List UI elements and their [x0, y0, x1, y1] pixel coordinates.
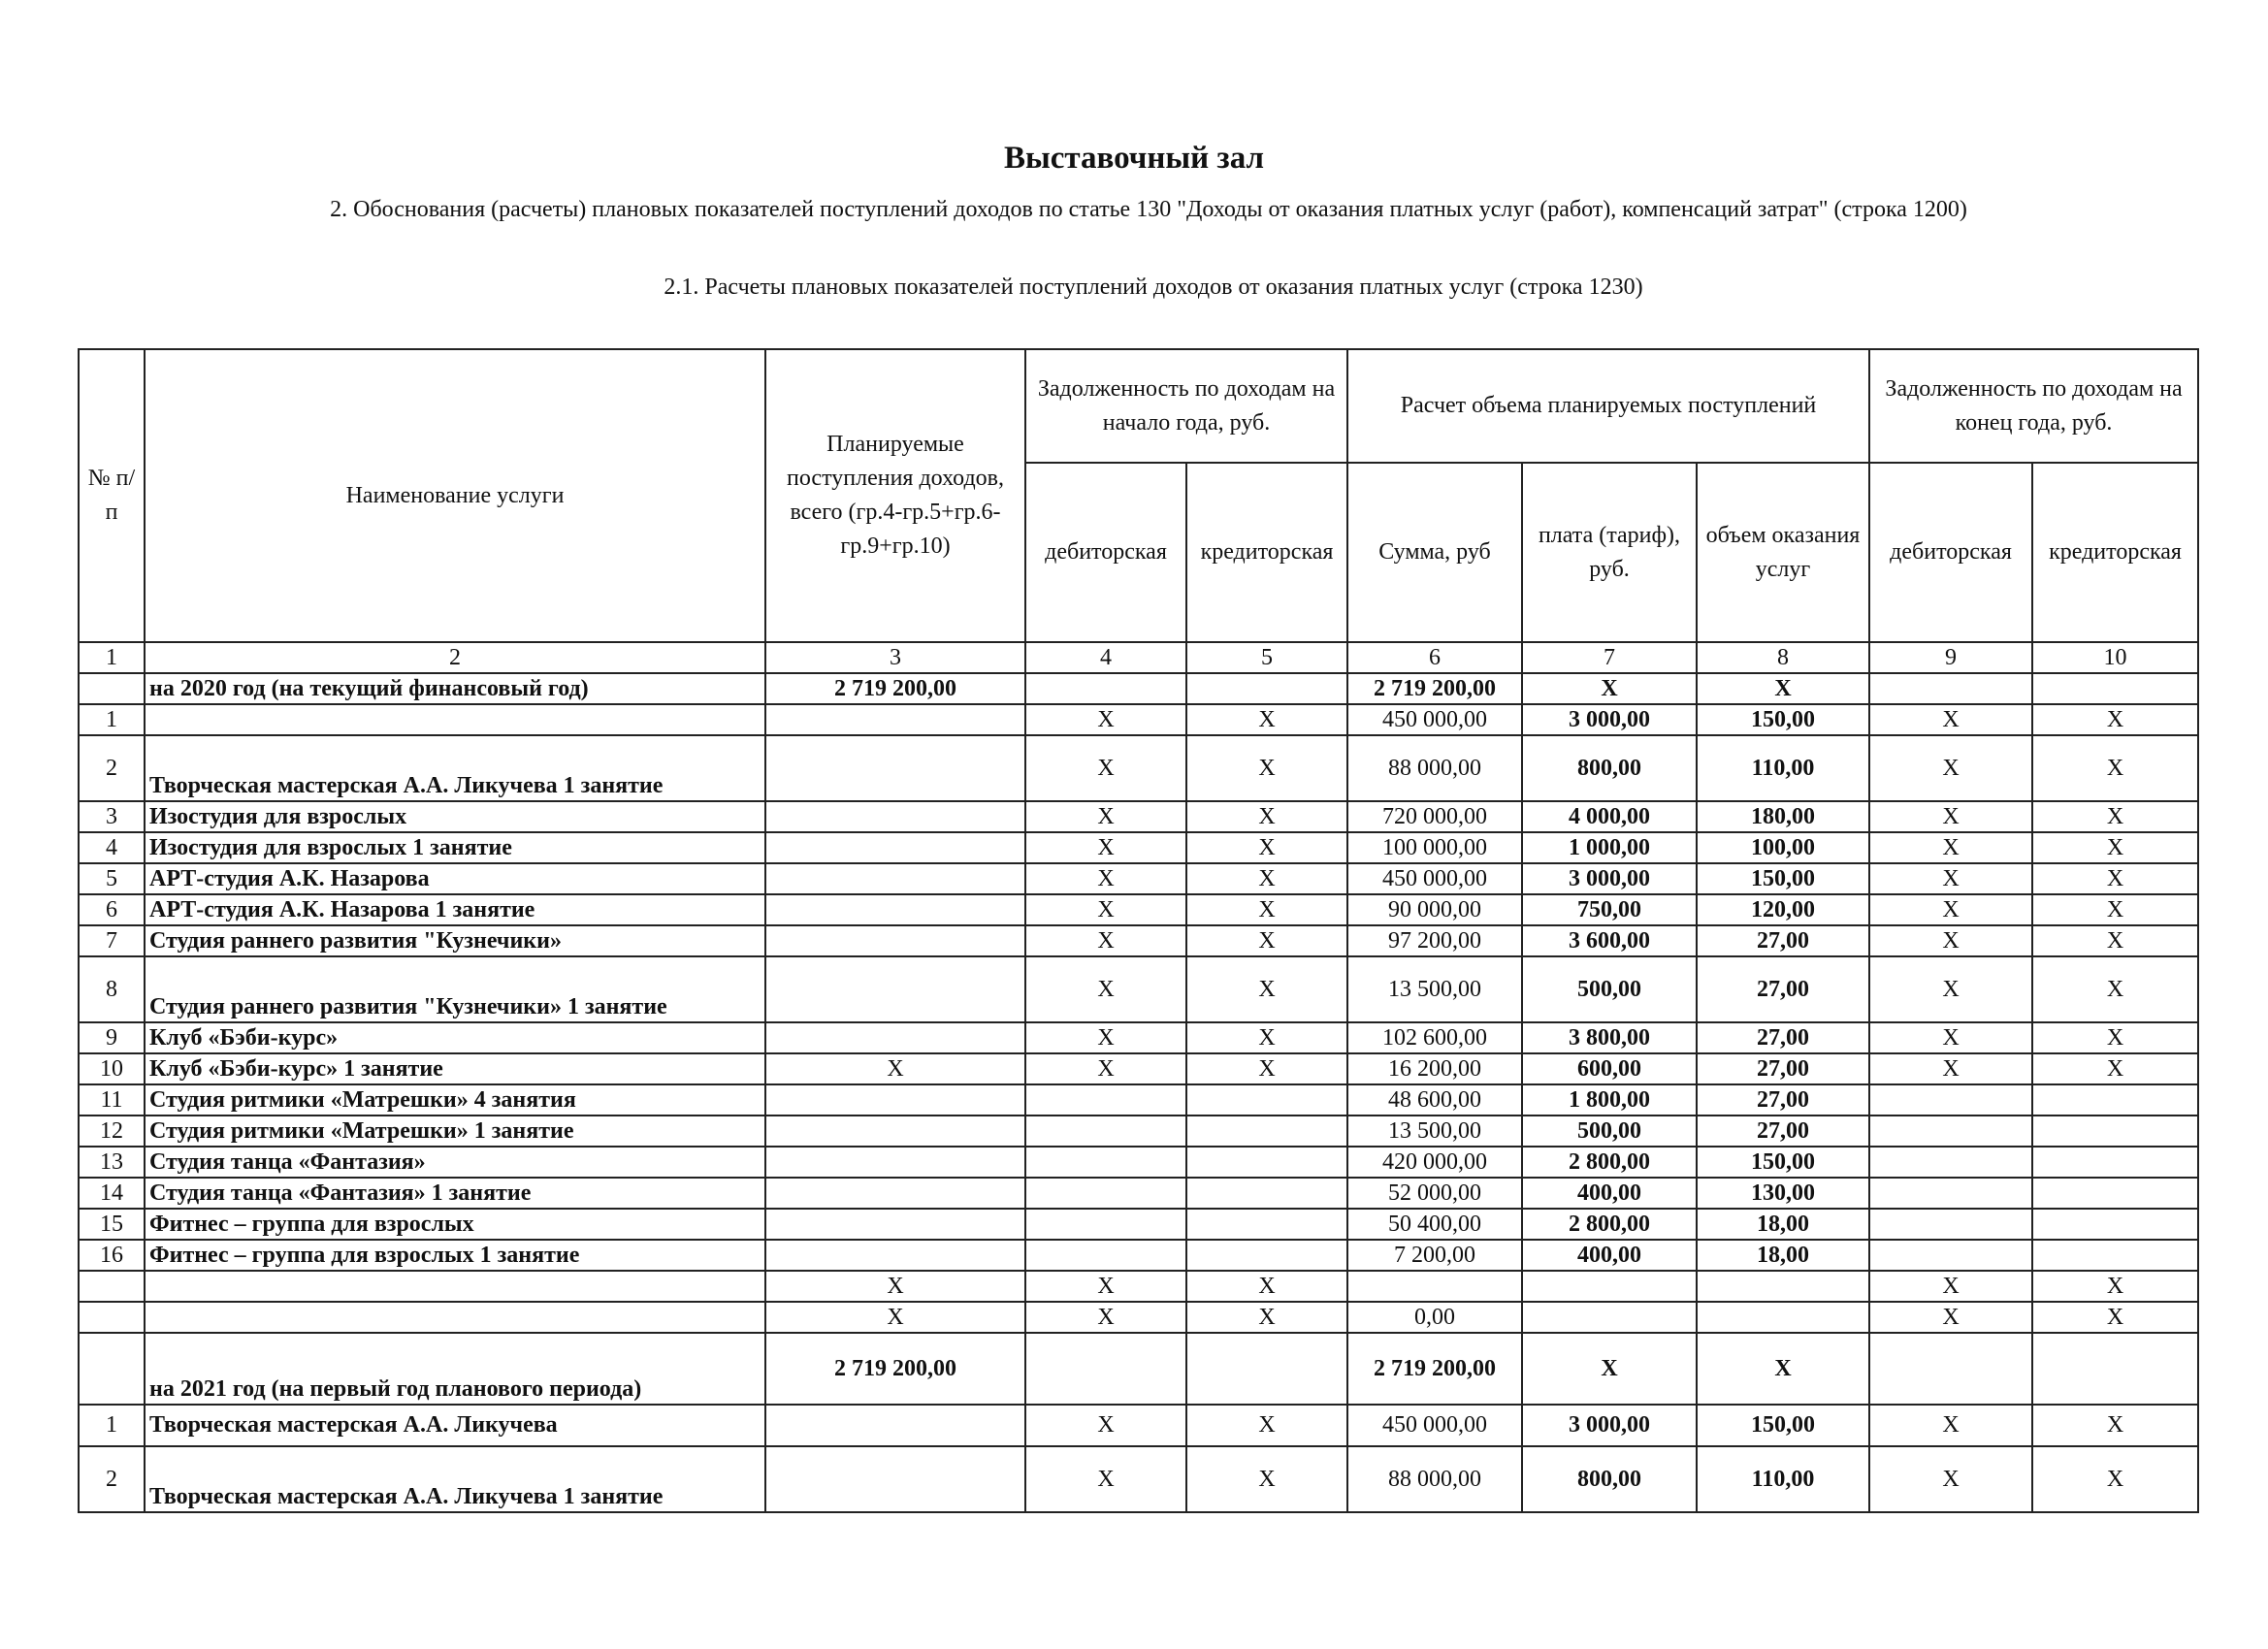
- cell-credit-end: X: [2032, 894, 2198, 925]
- column-number: 1: [79, 642, 145, 673]
- cell-credit-end: X: [2032, 1022, 2198, 1053]
- cell-credit-end: [2032, 1178, 2198, 1209]
- cell-debit-end: X: [1869, 735, 2032, 801]
- table-row: [79, 956, 2198, 1022]
- header-row-top: [79, 349, 2198, 463]
- cell-num: 3: [79, 801, 145, 832]
- cell-credit-start: X: [1186, 1405, 1347, 1446]
- cell-planned: [765, 894, 1025, 925]
- cell-num: [79, 673, 145, 704]
- cell-debit-end: X: [1869, 832, 2032, 863]
- cell-planned: [765, 1178, 1025, 1209]
- cell-tariff: X: [1522, 673, 1697, 704]
- table-row: [79, 704, 2198, 735]
- table-row: [79, 1147, 2198, 1178]
- cell-debit-end: X: [1869, 704, 2032, 735]
- cell-planned: [765, 801, 1025, 832]
- cell-planned: [765, 956, 1025, 1022]
- header-debt-end: Задолженность по доходам на конец года, руб.: [1869, 349, 2198, 463]
- cell-debit-start: X: [1025, 956, 1186, 1022]
- cell-tariff: 3 600,00: [1522, 925, 1697, 956]
- cell-credit-start: X: [1186, 801, 1347, 832]
- column-number: 7: [1522, 642, 1697, 673]
- cell-debit-start: X: [1025, 1053, 1186, 1084]
- column-number-row: [79, 642, 2198, 673]
- cell-num: 4: [79, 832, 145, 863]
- cell-service-name: Студия танца «Фантазия»: [145, 1147, 765, 1178]
- cell-num: 9: [79, 1022, 145, 1053]
- income-calculation-table: [78, 348, 2199, 1513]
- column-number: 5: [1186, 642, 1347, 673]
- cell-service-name: на 2021 год (на первый год планового периода): [145, 1333, 765, 1405]
- cell-debit-end: X: [1869, 956, 2032, 1022]
- cell-service-name: Изостудия для взрослых 1 занятие: [145, 832, 765, 863]
- document-title: Выставочный зал: [1004, 141, 1264, 176]
- cell-volume: 110,00: [1697, 1446, 1869, 1512]
- cell-credit-start: [1186, 1116, 1347, 1147]
- cell-num: 11: [79, 1084, 145, 1116]
- cell-debit-end: [1869, 1084, 2032, 1116]
- table-row: [79, 1446, 2198, 1512]
- table-row: [79, 925, 2198, 956]
- cell-tariff: 1 000,00: [1522, 832, 1697, 863]
- cell-volume: 110,00: [1697, 735, 1869, 801]
- column-number: 3: [765, 642, 1025, 673]
- cell-tariff: X: [1522, 1333, 1697, 1405]
- cell-planned: [765, 1405, 1025, 1446]
- cell-num: 2: [79, 1446, 145, 1512]
- cell-planned: [765, 1084, 1025, 1116]
- cell-planned: X: [765, 1053, 1025, 1084]
- cell-sum: 88 000,00: [1347, 1446, 1522, 1512]
- cell-num: 2: [79, 735, 145, 801]
- table-row: [79, 1302, 2198, 1333]
- cell-debit-start: [1025, 1116, 1186, 1147]
- cell-debit-start: [1025, 673, 1186, 704]
- cell-sum: 97 200,00: [1347, 925, 1522, 956]
- cell-debit-end: [1869, 1178, 2032, 1209]
- column-number: 6: [1347, 642, 1522, 673]
- cell-service-name: на 2020 год (на текущий финансовый год): [145, 673, 765, 704]
- header-calc: Расчет объема планируемых поступлений: [1347, 349, 1869, 463]
- cell-sum: 16 200,00: [1347, 1053, 1522, 1084]
- cell-credit-start: [1186, 1178, 1347, 1209]
- cell-credit-end: X: [2032, 832, 2198, 863]
- cell-sum: 52 000,00: [1347, 1178, 1522, 1209]
- cell-debit-end: X: [1869, 1022, 2032, 1053]
- cell-volume: [1697, 1271, 1869, 1302]
- cell-volume: 27,00: [1697, 1084, 1869, 1116]
- cell-credit-start: X: [1186, 894, 1347, 925]
- cell-credit-end: [2032, 1333, 2198, 1405]
- cell-service-name: Студия ритмики «Матрешки» 4 занятия: [145, 1084, 765, 1116]
- cell-planned: [765, 735, 1025, 801]
- cell-debit-end: X: [1869, 1302, 2032, 1333]
- cell-service-name: Студия ритмики «Матрешки» 1 занятие: [145, 1116, 765, 1147]
- cell-credit-end: X: [2032, 1446, 2198, 1512]
- cell-service-name: Фитнес – группа для взрослых: [145, 1209, 765, 1240]
- cell-sum: 102 600,00: [1347, 1022, 1522, 1053]
- cell-tariff: 3 000,00: [1522, 863, 1697, 894]
- cell-volume: 27,00: [1697, 1053, 1869, 1084]
- cell-tariff: 2 800,00: [1522, 1147, 1697, 1178]
- cell-sum: 2 719 200,00: [1347, 1333, 1522, 1405]
- cell-planned: [765, 1022, 1025, 1053]
- table-row: [79, 1084, 2198, 1116]
- cell-sum: 0,00: [1347, 1302, 1522, 1333]
- cell-tariff: 800,00: [1522, 735, 1697, 801]
- year-summary-row: [79, 1333, 2198, 1405]
- cell-service-name: Клуб «Бэби-курс» 1 занятие: [145, 1053, 765, 1084]
- cell-debit-end: [1869, 1240, 2032, 1271]
- cell-planned: X: [765, 1271, 1025, 1302]
- cell-credit-start: X: [1186, 925, 1347, 956]
- cell-credit-end: [2032, 1084, 2198, 1116]
- cell-debit-start: X: [1025, 832, 1186, 863]
- cell-sum: 88 000,00: [1347, 735, 1522, 801]
- cell-volume: 180,00: [1697, 801, 1869, 832]
- cell-tariff: 400,00: [1522, 1178, 1697, 1209]
- table-row: [79, 1271, 2198, 1302]
- cell-num: 10: [79, 1053, 145, 1084]
- cell-credit-start: X: [1186, 1271, 1347, 1302]
- cell-num: 12: [79, 1116, 145, 1147]
- cell-planned: [765, 1446, 1025, 1512]
- cell-volume: 150,00: [1697, 1147, 1869, 1178]
- cell-credit-start: [1186, 1209, 1347, 1240]
- cell-planned: [765, 832, 1025, 863]
- cell-service-name: Фитнес – группа для взрослых 1 занятие: [145, 1240, 765, 1271]
- cell-num: [79, 1271, 145, 1302]
- cell-debit-start: X: [1025, 801, 1186, 832]
- header-name: Наименование услуги: [145, 349, 765, 642]
- cell-debit-start: X: [1025, 925, 1186, 956]
- section-subtitle: 2.1. Расчеты плановых показателей поступлений доходов от оказания платных услуг (строка 1230): [664, 275, 1643, 300]
- cell-credit-start: X: [1186, 704, 1347, 735]
- cell-tariff: [1522, 1271, 1697, 1302]
- cell-debit-end: [1869, 673, 2032, 704]
- cell-sum: 90 000,00: [1347, 894, 1522, 925]
- cell-debit-start: X: [1025, 1302, 1186, 1333]
- cell-debit-end: [1869, 1209, 2032, 1240]
- cell-tariff: [1522, 1302, 1697, 1333]
- cell-debit-start: X: [1025, 863, 1186, 894]
- cell-debit-start: [1025, 1209, 1186, 1240]
- table-row: [79, 1209, 2198, 1240]
- cell-debit-start: X: [1025, 1271, 1186, 1302]
- column-number: 2: [145, 642, 765, 673]
- cell-credit-end: [2032, 1116, 2198, 1147]
- cell-debit-start: X: [1025, 735, 1186, 801]
- table-row: [79, 832, 2198, 863]
- document-subtitle: 2. Обоснования (расчеты) плановых показателей поступлений доходов по статье 130 "Доходы от оказания платных услуг (работ), компенсаций затрат" (строка 1200): [330, 197, 1967, 222]
- cell-tariff: 3 000,00: [1522, 1405, 1697, 1446]
- cell-num: 1: [79, 1405, 145, 1446]
- cell-planned: [765, 863, 1025, 894]
- cell-debit-end: X: [1869, 1446, 2032, 1512]
- cell-num: 1: [79, 704, 145, 735]
- cell-tariff: 2 800,00: [1522, 1209, 1697, 1240]
- cell-volume: X: [1697, 1333, 1869, 1405]
- cell-sum: 450 000,00: [1347, 1405, 1522, 1446]
- cell-service-name: Студия раннего развития "Кузнечики» 1 занятие: [145, 956, 765, 1022]
- cell-num: 16: [79, 1240, 145, 1271]
- cell-debit-start: [1025, 1240, 1186, 1271]
- cell-planned: [765, 925, 1025, 956]
- cell-volume: 27,00: [1697, 925, 1869, 956]
- cell-credit-start: X: [1186, 832, 1347, 863]
- header-volume: объем оказания услуг: [1697, 463, 1869, 642]
- cell-volume: 100,00: [1697, 832, 1869, 863]
- cell-tariff: 400,00: [1522, 1240, 1697, 1271]
- cell-service-name: АРТ-студия А.К. Назарова: [145, 863, 765, 894]
- cell-credit-end: [2032, 1209, 2198, 1240]
- cell-credit-end: X: [2032, 1405, 2198, 1446]
- cell-planned: [765, 704, 1025, 735]
- cell-service-name: Клуб «Бэби-курс»: [145, 1022, 765, 1053]
- cell-debit-start: X: [1025, 1446, 1186, 1512]
- cell-num: 14: [79, 1178, 145, 1209]
- header-sum: Сумма, руб: [1347, 463, 1522, 642]
- cell-debit-start: X: [1025, 704, 1186, 735]
- table-row: [79, 1053, 2198, 1084]
- cell-sum: 450 000,00: [1347, 704, 1522, 735]
- cell-debit-start: X: [1025, 1405, 1186, 1446]
- year-summary-row: [79, 673, 2198, 704]
- cell-sum: 2 719 200,00: [1347, 673, 1522, 704]
- cell-debit-start: [1025, 1178, 1186, 1209]
- cell-tariff: 1 800,00: [1522, 1084, 1697, 1116]
- cell-volume: [1697, 1302, 1869, 1333]
- cell-tariff: 3 000,00: [1522, 704, 1697, 735]
- cell-planned: [765, 1209, 1025, 1240]
- cell-planned: 2 719 200,00: [765, 1333, 1025, 1405]
- cell-volume: 150,00: [1697, 1405, 1869, 1446]
- cell-sum: 7 200,00: [1347, 1240, 1522, 1271]
- cell-service-name: Творческая мастерская А.А. Ликучева: [145, 1405, 765, 1446]
- cell-debit-end: X: [1869, 925, 2032, 956]
- table-row: [79, 735, 2198, 801]
- cell-volume: 27,00: [1697, 1116, 1869, 1147]
- cell-credit-start: X: [1186, 956, 1347, 1022]
- cell-volume: 27,00: [1697, 1022, 1869, 1053]
- cell-credit-start: X: [1186, 1302, 1347, 1333]
- cell-sum: 450 000,00: [1347, 863, 1522, 894]
- cell-credit-start: X: [1186, 863, 1347, 894]
- cell-credit-start: X: [1186, 1446, 1347, 1512]
- cell-planned: [765, 1116, 1025, 1147]
- cell-credit-start: [1186, 1333, 1347, 1405]
- cell-sum: 13 500,00: [1347, 956, 1522, 1022]
- cell-credit-end: X: [2032, 925, 2198, 956]
- cell-num: 13: [79, 1147, 145, 1178]
- cell-credit-end: [2032, 673, 2198, 704]
- cell-tariff: 500,00: [1522, 1116, 1697, 1147]
- cell-credit-start: X: [1186, 1022, 1347, 1053]
- cell-debit-start: [1025, 1333, 1186, 1405]
- cell-credit-end: [2032, 1240, 2198, 1271]
- header-tariff: плата (тариф), руб.: [1522, 463, 1697, 642]
- column-number: 8: [1697, 642, 1869, 673]
- cell-tariff: 4 000,00: [1522, 801, 1697, 832]
- cell-sum: 420 000,00: [1347, 1147, 1522, 1178]
- cell-num: 5: [79, 863, 145, 894]
- cell-credit-start: [1186, 673, 1347, 704]
- cell-credit-end: X: [2032, 863, 2198, 894]
- header-num: № п/п: [79, 349, 145, 642]
- cell-volume: 150,00: [1697, 863, 1869, 894]
- cell-debit-end: X: [1869, 1271, 2032, 1302]
- cell-sum: [1347, 1271, 1522, 1302]
- cell-service-name: Студия танца «Фантазия» 1 занятие: [145, 1178, 765, 1209]
- table-row: [79, 863, 2198, 894]
- cell-service-name: Творческая мастерская А.А. Ликучева 1 занятие: [145, 1446, 765, 1512]
- cell-credit-end: X: [2032, 704, 2198, 735]
- cell-tariff: 600,00: [1522, 1053, 1697, 1084]
- cell-debit-start: X: [1025, 894, 1186, 925]
- cell-credit-end: X: [2032, 1302, 2198, 1333]
- cell-debit-start: [1025, 1084, 1186, 1116]
- cell-tariff: 500,00: [1522, 956, 1697, 1022]
- cell-service-name: [145, 704, 765, 735]
- header-debt-start: Задолженность по доходам на начало года, руб.: [1025, 349, 1347, 463]
- cell-service-name: [145, 1302, 765, 1333]
- header-planned: Планируемые поступления доходов, всего (гр.4-гр.5+гр.6-гр.9+гр.10): [765, 349, 1025, 642]
- cell-num: 7: [79, 925, 145, 956]
- cell-sum: 100 000,00: [1347, 832, 1522, 863]
- cell-credit-start: [1186, 1147, 1347, 1178]
- table-row: [79, 894, 2198, 925]
- table-row: [79, 1240, 2198, 1271]
- cell-volume: 27,00: [1697, 956, 1869, 1022]
- cell-volume: 18,00: [1697, 1209, 1869, 1240]
- cell-tariff: 800,00: [1522, 1446, 1697, 1512]
- cell-planned: [765, 1147, 1025, 1178]
- cell-num: 15: [79, 1209, 145, 1240]
- table-row: [79, 1405, 2198, 1446]
- table-row: [79, 1178, 2198, 1209]
- cell-debit-end: [1869, 1147, 2032, 1178]
- cell-debit-end: [1869, 1116, 2032, 1147]
- cell-credit-end: X: [2032, 1271, 2198, 1302]
- cell-credit-end: X: [2032, 735, 2198, 801]
- cell-num: 6: [79, 894, 145, 925]
- cell-volume: 130,00: [1697, 1178, 1869, 1209]
- cell-credit-start: X: [1186, 735, 1347, 801]
- cell-service-name: Студия раннего развития "Кузнечики»: [145, 925, 765, 956]
- cell-debit-end: X: [1869, 1053, 2032, 1084]
- cell-tariff: 750,00: [1522, 894, 1697, 925]
- cell-service-name: АРТ-студия А.К. Назарова 1 занятие: [145, 894, 765, 925]
- cell-debit-end: X: [1869, 1405, 2032, 1446]
- cell-debit-end: X: [1869, 863, 2032, 894]
- cell-credit-end: X: [2032, 801, 2198, 832]
- cell-volume: 150,00: [1697, 704, 1869, 735]
- column-number: 10: [2032, 642, 2198, 673]
- header-debit-end: дебиторская: [1869, 463, 2032, 642]
- cell-volume: X: [1697, 673, 1869, 704]
- cell-sum: 13 500,00: [1347, 1116, 1522, 1147]
- cell-credit-start: [1186, 1240, 1347, 1271]
- cell-volume: 120,00: [1697, 894, 1869, 925]
- cell-service-name: Изостудия для взрослых: [145, 801, 765, 832]
- cell-planned: 2 719 200,00: [765, 673, 1025, 704]
- header-debit-start: дебиторская: [1025, 463, 1186, 642]
- column-number: 4: [1025, 642, 1186, 673]
- cell-planned: [765, 1240, 1025, 1271]
- cell-debit-end: X: [1869, 801, 2032, 832]
- table-row: [79, 801, 2198, 832]
- cell-debit-end: [1869, 1333, 2032, 1405]
- cell-debit-start: X: [1025, 1022, 1186, 1053]
- cell-service-name: [145, 1271, 765, 1302]
- cell-credit-start: X: [1186, 1053, 1347, 1084]
- cell-volume: 18,00: [1697, 1240, 1869, 1271]
- cell-num: [79, 1333, 145, 1405]
- cell-debit-start: [1025, 1147, 1186, 1178]
- cell-planned: X: [765, 1302, 1025, 1333]
- cell-credit-end: [2032, 1147, 2198, 1178]
- cell-sum: 720 000,00: [1347, 801, 1522, 832]
- table-row: [79, 1116, 2198, 1147]
- cell-num: [79, 1302, 145, 1333]
- cell-credit-end: X: [2032, 956, 2198, 1022]
- table-row: [79, 1022, 2198, 1053]
- cell-sum: 50 400,00: [1347, 1209, 1522, 1240]
- cell-service-name: Творческая мастерская А.А. Ликучева 1 занятие: [145, 735, 765, 801]
- header-credit-end: кредиторская: [2032, 463, 2198, 642]
- cell-debit-end: X: [1869, 894, 2032, 925]
- header-credit-start: кредиторская: [1186, 463, 1347, 642]
- cell-credit-end: X: [2032, 1053, 2198, 1084]
- column-number: 9: [1869, 642, 2032, 673]
- cell-credit-start: [1186, 1084, 1347, 1116]
- cell-tariff: 3 800,00: [1522, 1022, 1697, 1053]
- cell-sum: 48 600,00: [1347, 1084, 1522, 1116]
- cell-num: 8: [79, 956, 145, 1022]
